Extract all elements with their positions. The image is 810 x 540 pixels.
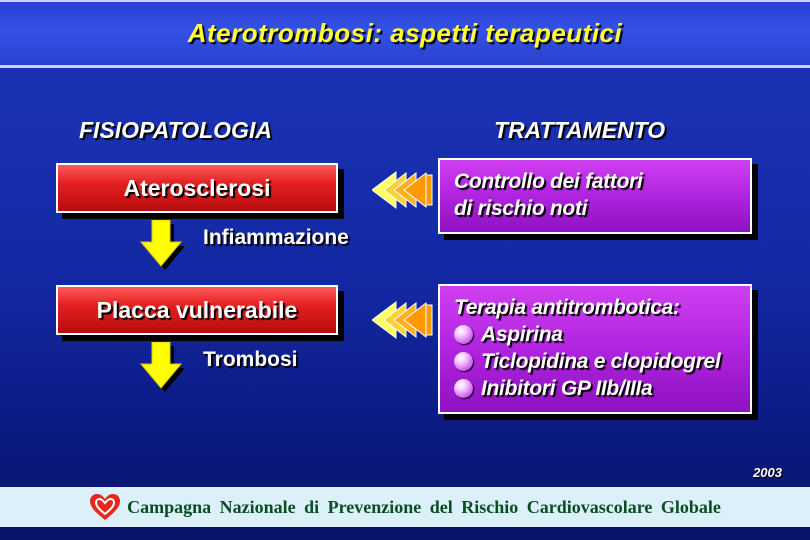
bottom-strip	[0, 527, 810, 540]
bullet-sphere-icon	[454, 325, 473, 344]
footer-text: Campagna Nazionale di Prevenzione del Rischio Cardiovascolare Globale	[127, 496, 721, 517]
box-placca-vulnerabile: Placca vulnerabile	[56, 285, 338, 335]
chevron-arrows-icon	[372, 300, 434, 340]
footer	[0, 487, 810, 527]
box-controllo-fattori	[438, 158, 752, 234]
bullet-item	[454, 348, 740, 375]
bullet-text: Ticlopidina e clopidogrel	[481, 350, 721, 373]
box-terapia-antitrombotica	[438, 284, 752, 414]
chevron-arrows-icon	[372, 170, 434, 210]
therapy-heading: Terapia antitrombotica:	[454, 296, 680, 319]
slide-title: Aterotrombosi: aspetti terapeutici	[187, 18, 623, 48]
heading-trattamento: TRATTAMENTO	[494, 117, 666, 143]
box-aterosclerosi: Aterosclerosi	[56, 163, 338, 213]
bullet-item	[454, 375, 740, 402]
year-label: 2003	[753, 465, 782, 480]
treatment-line: Controllo dei fattori	[454, 170, 643, 193]
heart-logo-icon	[89, 493, 121, 521]
bullet-sphere-icon	[454, 379, 473, 398]
down-arrow-icon	[140, 342, 186, 394]
label-trombosi: Trombosi	[203, 348, 298, 371]
bullet-item	[454, 321, 740, 348]
bullet-text: Inibitori GP IIb/IIIa	[481, 377, 653, 400]
title-bar	[0, 0, 810, 68]
heading-fisiopatologia: FISIOPATOLOGIA	[79, 117, 272, 143]
down-arrow-icon	[140, 220, 186, 272]
label-infiammazione: Infiammazione	[203, 226, 349, 249]
bullet-text: Aspirina	[481, 323, 563, 346]
bullet-sphere-icon	[454, 352, 473, 371]
treatment-line: di rischio noti	[454, 197, 588, 220]
